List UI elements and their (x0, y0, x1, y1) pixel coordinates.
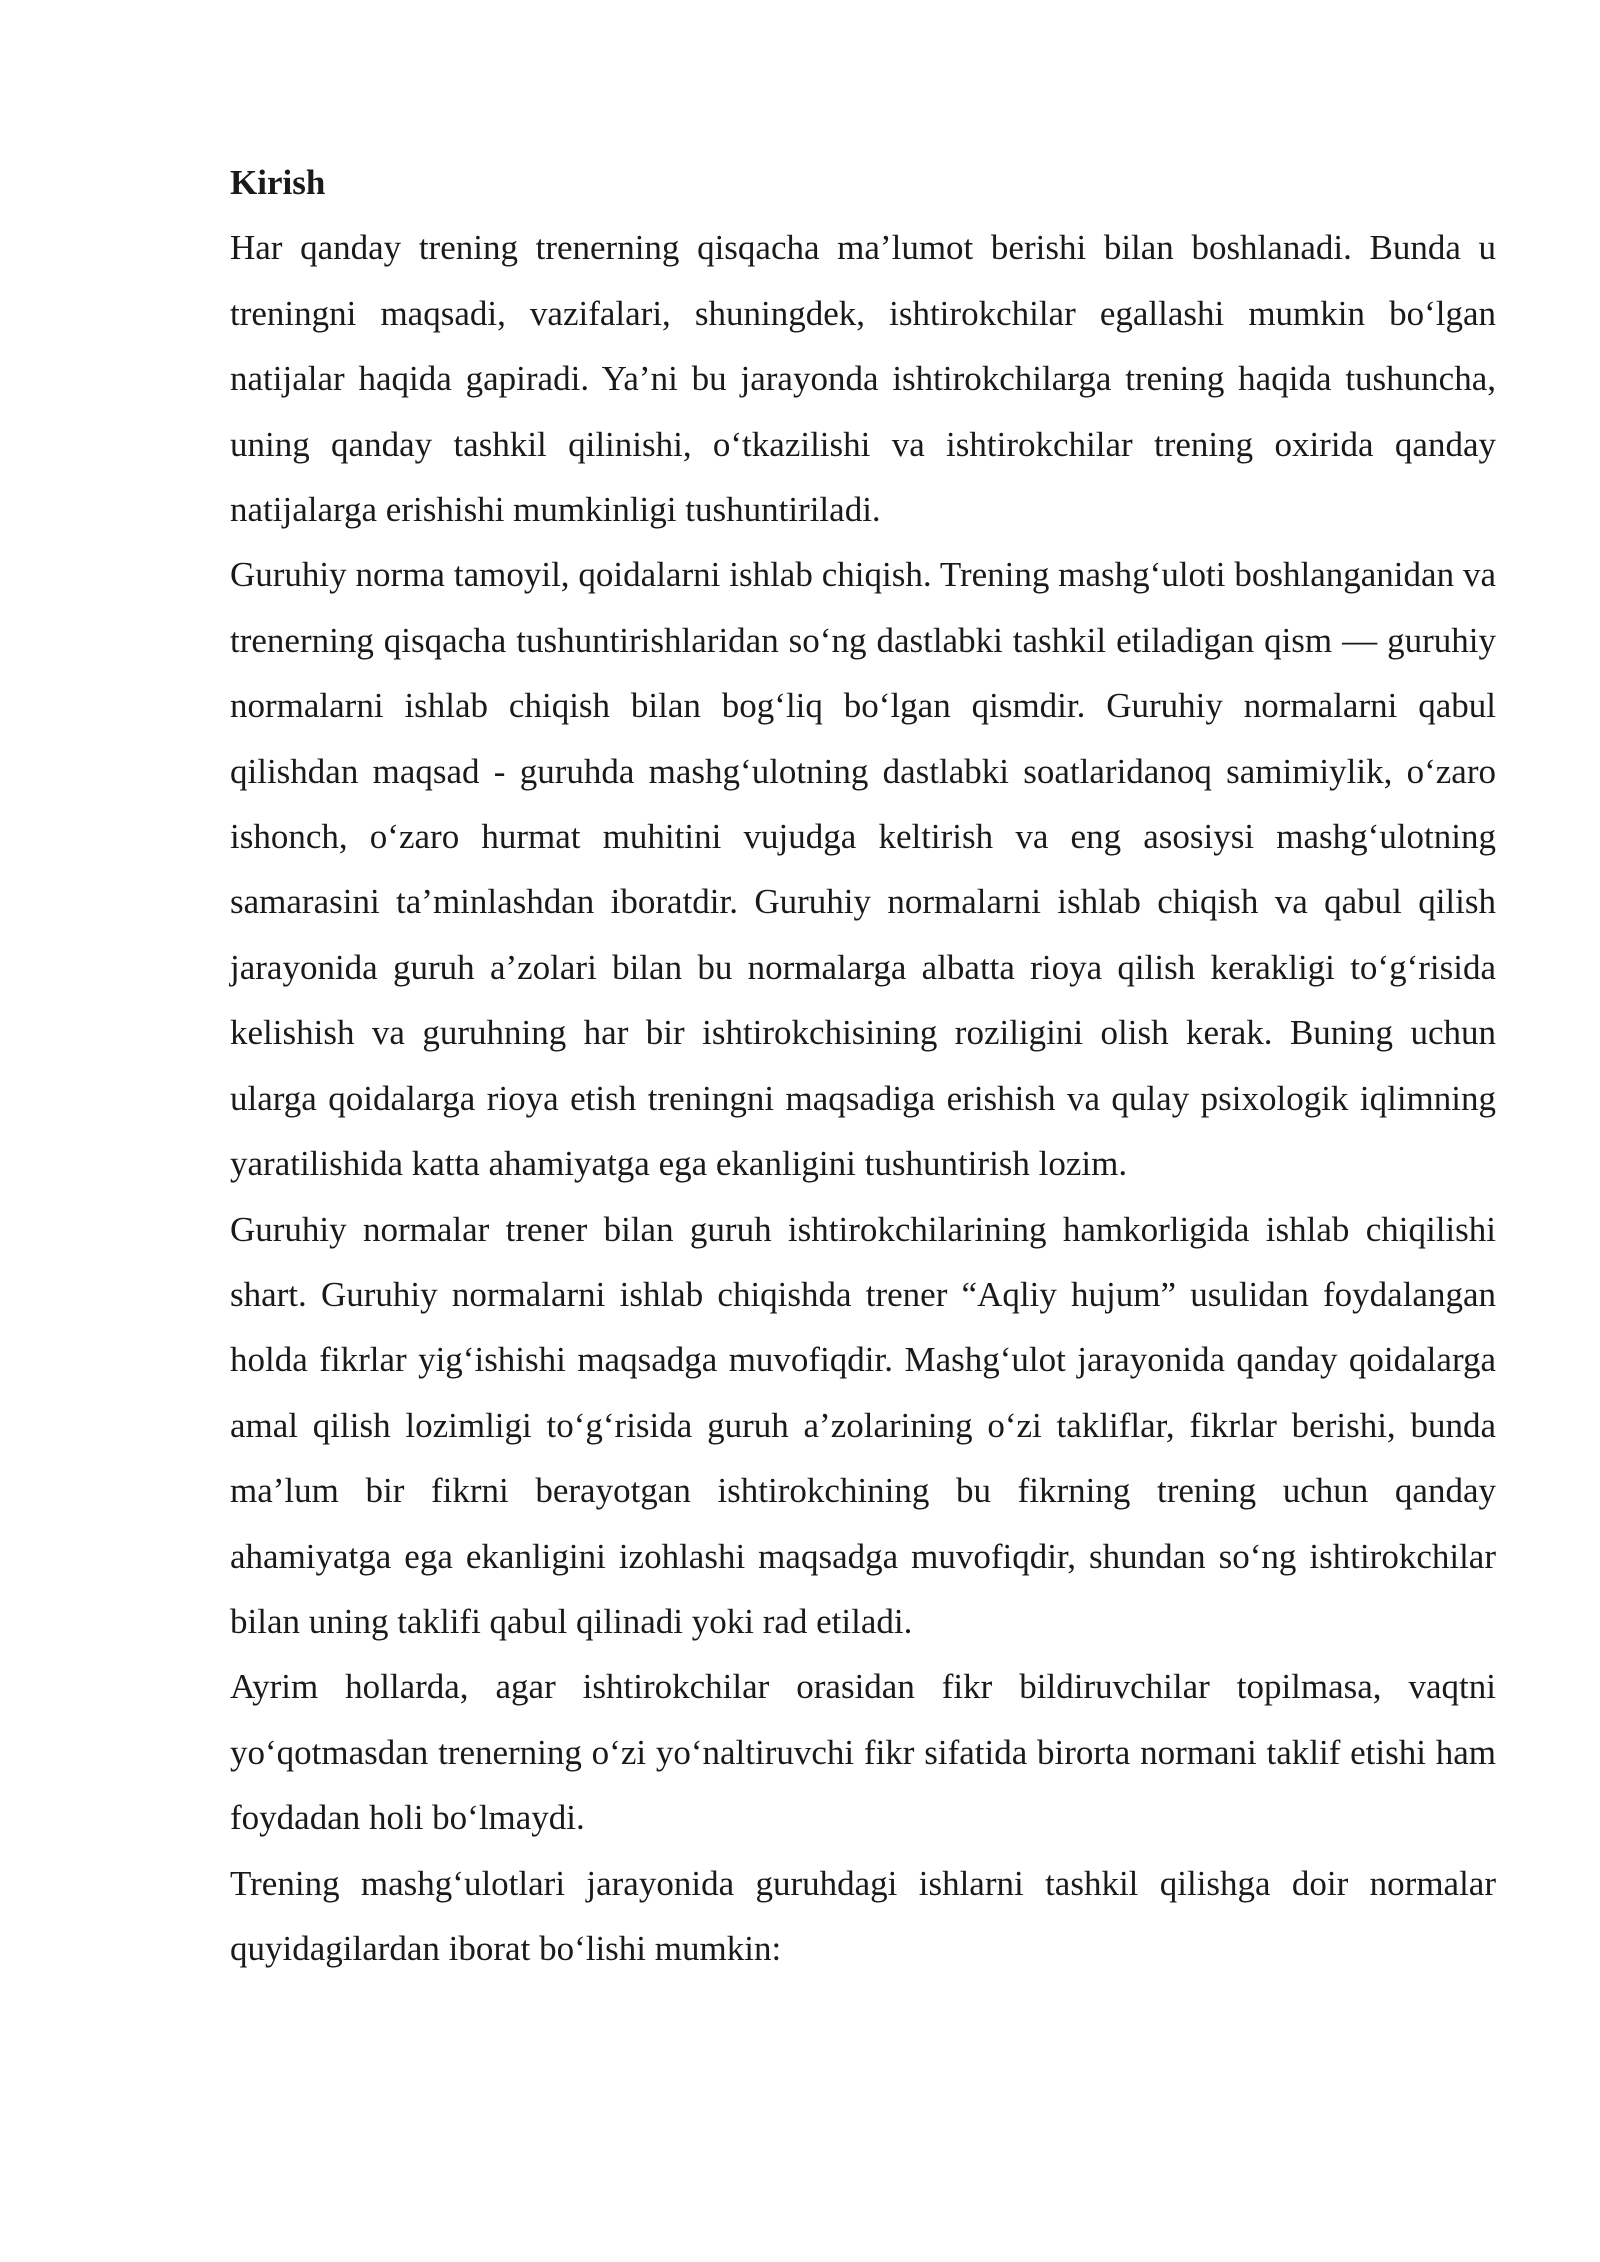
paragraph-norms-list-intro: Trening mashg‘ulotlari jarayonida guruhdagi ishlarni tashkil qilishga doir normalar quyidagilardan iborat bo‘lishi mumkin: (230, 1863, 1496, 1968)
paragraph-norm-development: Guruhiy normalar trener bilan guruh ishtirokchilarining hamkorligida ishlab chiqilishi shart. Guruhiy normalarni ishlab chiqishda trener “Aqliy hujum” usulidan foydalangan holda fikrlar yig‘ishishi maqsadga muvofiqdir. Mashg‘ulot jarayonida qanday qoidalarga amal qilish lozimligi to‘g‘risida guruh a’zolarining o‘zi takliflar, fikrlar berishi, bunda ma’lum bir fikrni berayotgan ishtirokchining bu fikrning trening uchun qanday ahamiyatga ega ekanligini izohlashi maqsadga muvofiqdir, shundan so‘ng ishtirokchilar bilan uning taklifi qabul qilinadi yoki rad etiladi. (230, 1209, 1496, 1641)
document-page (230, 150, 1496, 1981)
paragraph-group-norms: Guruhiy norma tamoyil, qoidalarni ishlab chiqish. Trening mashg‘uloti boshlanganidan va trenerning qisqacha tushuntirishlaridan so‘ng dastlabki tashkil etiladigan qism — guruhiy normalarni ishlab chiqish bilan bog‘liq bo‘lgan qismdir. Guruhiy normalarni qabul qilishdan maqsad - guruhda mashg‘ulotning dastlabki soatlaridanoq samimiylik, o‘zaro ishonch, o‘zaro hurmat muhitini vujudga keltirish va eng asosiysi mashg‘ulotning samarasini ta’minlashdan iboratdir. Guruhiy normalarni ishlab chiqish va qabul qilish jarayonida guruh a’zolari bilan bu normalarga albatta rioya qilish kerakligi to‘g‘risida kelishish va guruhning har bir ishtirokchisining roziligini olish kerak. Buning uchun ularga qoidalarga rioya etish treningni maqsadiga erishish va qulay psixologik iqlimning yaratilishida katta ahamiyatga ega ekanligini tushuntirish lozim. (230, 555, 1496, 1184)
section-heading: Kirish (230, 163, 326, 202)
paragraph-intro: Har qanday trening trenerning qisqacha ma’lumot berishi bilan boshlanadi. Bunda u treningni maqsadi, vazifalari, shuningdek, ishtirokchilar egallashi mumkin bo‘lgan natijalar haqida gapiradi. Ya’ni bu jarayonda ishtirokchilarga trening haqida tushuncha, uning qanday tashkil qilinishi, o‘tkazilishi va ishtirokchilar trening oxirida qanday natijalarga erishishi mumkinligi tushuntiriladi. (230, 228, 1496, 530)
paragraph-trainer-suggestion: Ayrim hollarda, agar ishtirokchilar orasidan fikr bildiruvchilar topilmasa, vaqtni yo‘qotmasdan trenerning o‘zi yo‘naltiruvchi fikr sifatida birorta normani taklif etishi ham foydadan holi bo‘lmaydi. (230, 1667, 1496, 1838)
